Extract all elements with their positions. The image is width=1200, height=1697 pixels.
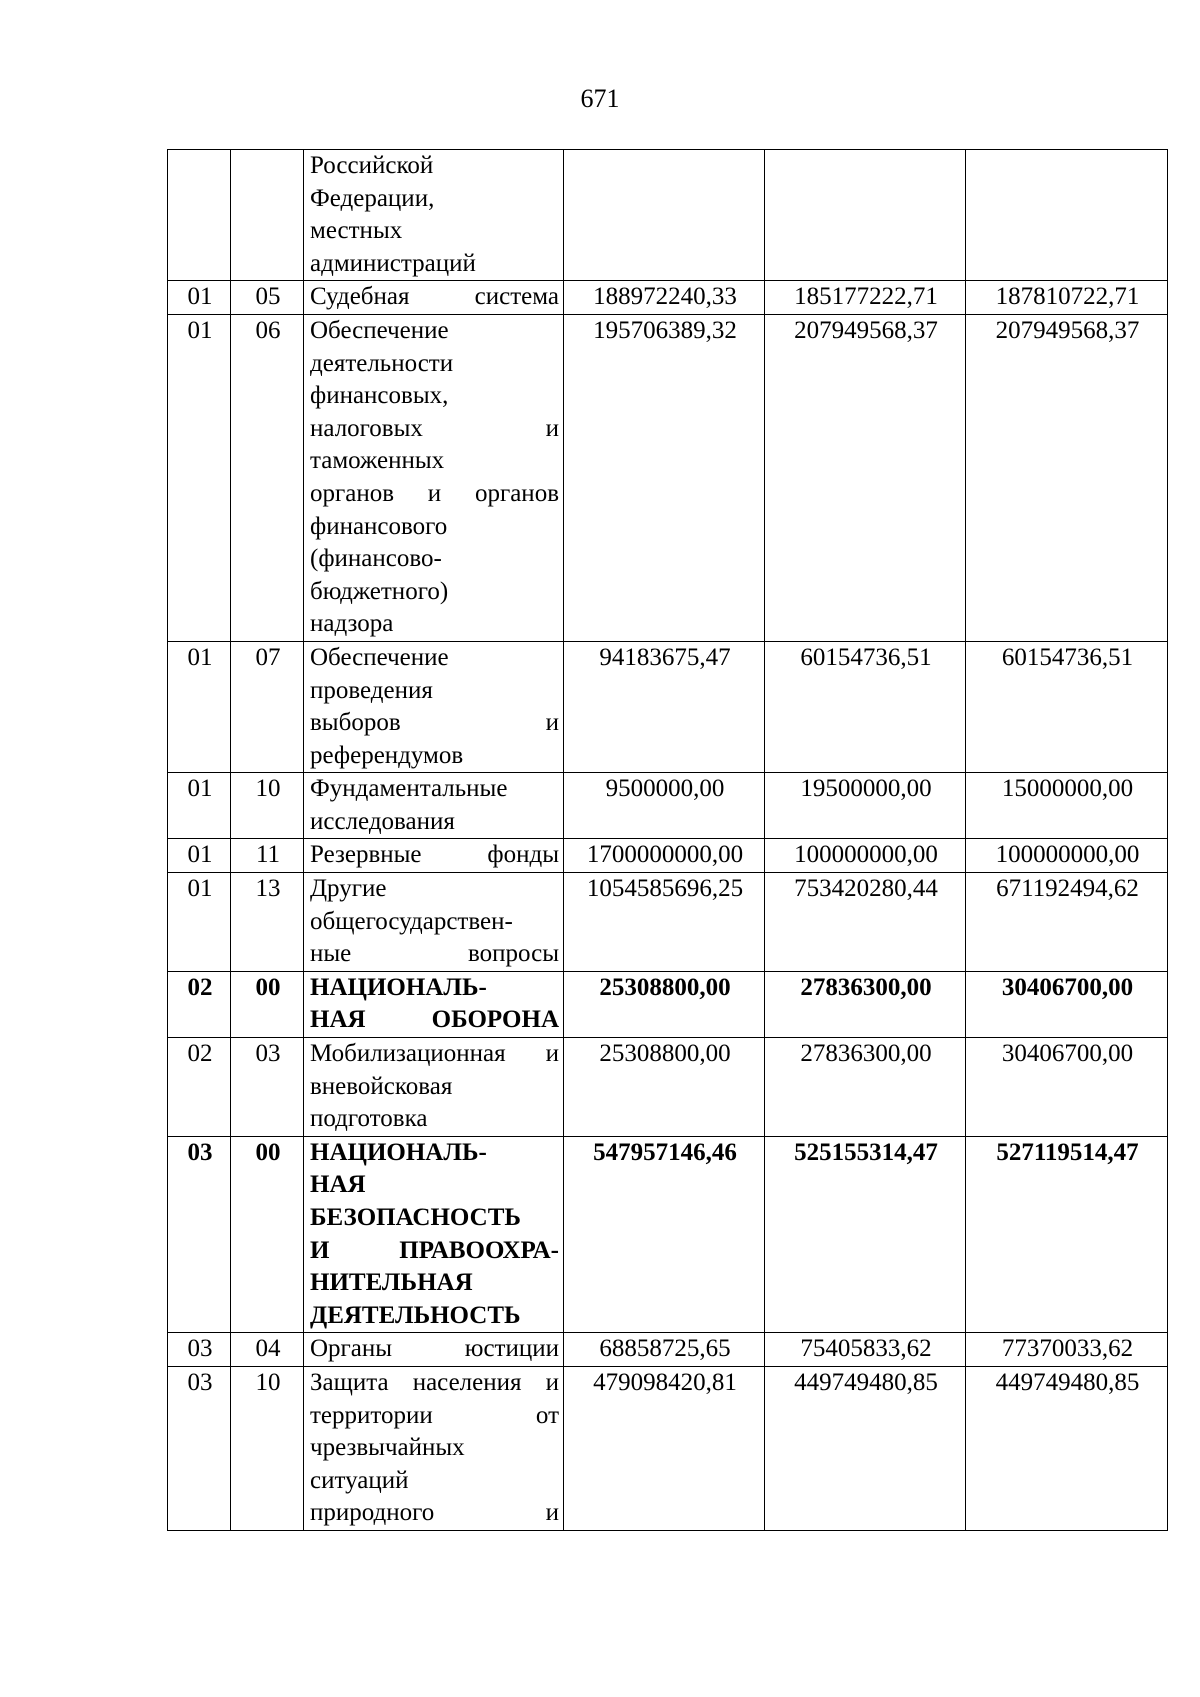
section-code: 01 (168, 641, 231, 772)
item-name-line: НАЦИОНАЛЬ- (310, 973, 487, 1001)
section-code: 03 (168, 1333, 231, 1367)
amount-year-3: 671192494,62 (966, 873, 1168, 972)
amount-year-1: 9500000,00 (564, 773, 765, 839)
item-name-line: Другие (310, 875, 387, 903)
subsection-code: 07 (231, 641, 304, 772)
subsection-code (231, 150, 304, 281)
amount-year-1: 479098420,81 (564, 1366, 765, 1530)
amount-year-1: 25308800,00 (564, 1038, 765, 1137)
item-name-line: Органы юстиции (310, 1335, 559, 1363)
item-name-line: Обеспечение (310, 316, 449, 344)
amount-year-2: 525155314,47 (765, 1136, 966, 1333)
table-row (168, 1136, 1168, 1333)
amount-year-2: 27836300,00 (765, 1038, 966, 1137)
amount-year-3: 30406700,00 (966, 1038, 1168, 1137)
table-row (168, 873, 1168, 972)
subsection-code: 05 (231, 281, 304, 315)
item-name (304, 873, 564, 972)
item-name-line: общегосударствен- (310, 907, 513, 935)
subsection-code: 10 (231, 1366, 304, 1530)
item-name-line: НАЦИОНАЛЬ- (310, 1138, 487, 1166)
amount-year-2: 449749480,85 (765, 1366, 966, 1530)
item-name-line: исследования (310, 807, 455, 835)
amount-year-2: 100000000,00 (765, 839, 966, 873)
amount-year-1 (564, 150, 765, 281)
item-name (304, 314, 564, 641)
amount-year-3: 100000000,00 (966, 839, 1168, 873)
amount-year-2: 185177222,71 (765, 281, 966, 315)
item-name-line: ДЕЯТЕЛЬНОСТЬ (310, 1301, 521, 1329)
section-code: 02 (168, 971, 231, 1037)
subsection-code: 11 (231, 839, 304, 873)
amount-year-1: 1700000000,00 (564, 839, 765, 873)
item-name-line: Обеспечение (310, 643, 449, 671)
section-code: 01 (168, 773, 231, 839)
page-number: 671 (580, 84, 620, 113)
section-code: 01 (168, 281, 231, 315)
item-name (304, 1366, 564, 1530)
table-row (168, 150, 1168, 281)
amount-year-3: 15000000,00 (966, 773, 1168, 839)
section-code: 03 (168, 1136, 231, 1333)
item-name-line: НАЯ ОБОРОНА (310, 1006, 559, 1034)
amount-year-1: 68858725,65 (564, 1333, 765, 1367)
subsection-code: 10 (231, 773, 304, 839)
item-name-line: референдумов (310, 741, 464, 769)
item-name-line: деятельности (310, 349, 454, 377)
item-name-line: местных (310, 217, 403, 245)
amount-year-1: 1054585696,25 (564, 873, 765, 972)
amount-year-3: 30406700,00 (966, 971, 1168, 1037)
amount-year-2: 75405833,62 (765, 1333, 966, 1367)
subsection-code: 00 (231, 1136, 304, 1333)
item-name-line: финансовых, (310, 382, 449, 410)
section-code: 02 (168, 1038, 231, 1137)
subsection-code: 00 (231, 971, 304, 1037)
amount-year-1: 188972240,33 (564, 281, 765, 315)
item-name-line: налоговых и (310, 414, 559, 442)
item-name-line: Мобилизационная и (310, 1040, 559, 1068)
subsection-code: 13 (231, 873, 304, 972)
item-name-line: НАЯ (310, 1171, 366, 1199)
item-name-line: Российской (310, 152, 434, 179)
table-row (168, 839, 1168, 873)
item-name (304, 773, 564, 839)
table-row (168, 314, 1168, 641)
item-name (304, 1038, 564, 1137)
section-code (168, 150, 231, 281)
item-name-line: надзора (310, 610, 394, 638)
item-name-line: выборов и (310, 709, 559, 737)
amount-year-3 (966, 150, 1168, 281)
amount-year-1: 94183675,47 (564, 641, 765, 772)
item-name-line: Фундаментальные (310, 775, 508, 803)
section-code: 01 (168, 839, 231, 873)
amount-year-1: 547957146,46 (564, 1136, 765, 1333)
item-name-line: вневойсковая (310, 1072, 453, 1100)
item-name-line: финансового (310, 512, 448, 540)
subsection-code: 04 (231, 1333, 304, 1367)
item-name-line: ситуаций (310, 1466, 409, 1494)
table-row (168, 773, 1168, 839)
item-name-line: Судебная система (310, 283, 559, 311)
section-code: 01 (168, 314, 231, 641)
item-name-line: Федерации, (310, 184, 435, 212)
item-name-line: администраций (310, 249, 476, 277)
item-name-line: территории от (310, 1401, 559, 1429)
budget-table-body (168, 150, 1168, 1531)
amount-year-2: 27836300,00 (765, 971, 966, 1037)
item-name-line: Резервные фонды (310, 841, 559, 869)
item-name-line: таможенных (310, 447, 445, 475)
item-name-line: Защита населения и (310, 1368, 559, 1396)
item-name-line: проведения (310, 676, 433, 704)
item-name-line: подготовка (310, 1105, 428, 1133)
item-name (304, 281, 564, 315)
amount-year-3: 77370033,62 (966, 1333, 1168, 1367)
amount-year-1: 195706389,32 (564, 314, 765, 641)
budget-table (167, 149, 1168, 1531)
item-name-line: БЕЗОПАСНОСТЬ (310, 1204, 521, 1231)
item-name (304, 1333, 564, 1367)
item-name-line: ные вопросы (310, 940, 559, 968)
subsection-code: 06 (231, 314, 304, 641)
table-row (168, 1333, 1168, 1367)
section-code: 03 (168, 1366, 231, 1530)
item-name-line: бюджетного) (310, 577, 449, 605)
amount-year-3: 187810722,71 (966, 281, 1168, 315)
amount-year-3: 60154736,51 (966, 641, 1168, 772)
item-name-line: органов и органов (310, 479, 559, 507)
amount-year-2 (765, 150, 966, 281)
table-row (168, 281, 1168, 315)
item-name-line: чрезвычайных (310, 1434, 465, 1462)
item-name (304, 641, 564, 772)
item-name (304, 1136, 564, 1333)
amount-year-2: 60154736,51 (765, 641, 966, 772)
table-row (168, 1038, 1168, 1137)
table-row (168, 1366, 1168, 1530)
amount-year-1: 25308800,00 (564, 971, 765, 1037)
table-row (168, 641, 1168, 772)
amount-year-2: 19500000,00 (765, 773, 966, 839)
item-name (304, 971, 564, 1037)
subsection-code: 03 (231, 1038, 304, 1137)
item-name (304, 839, 564, 873)
item-name-line: (финансово- (310, 545, 442, 573)
amount-year-3: 207949568,37 (966, 314, 1168, 641)
item-name-line: природного и (310, 1499, 559, 1527)
amount-year-3: 449749480,85 (966, 1366, 1168, 1530)
item-name-line: И ПРАВООХРА- (310, 1236, 559, 1264)
item-name (304, 150, 564, 281)
table-row (168, 971, 1168, 1037)
amount-year-3: 527119514,47 (966, 1136, 1168, 1333)
item-name-line: НИТЕЛЬНАЯ (310, 1269, 473, 1297)
section-code: 01 (168, 873, 231, 972)
amount-year-2: 753420280,44 (765, 873, 966, 972)
amount-year-2: 207949568,37 (765, 314, 966, 641)
